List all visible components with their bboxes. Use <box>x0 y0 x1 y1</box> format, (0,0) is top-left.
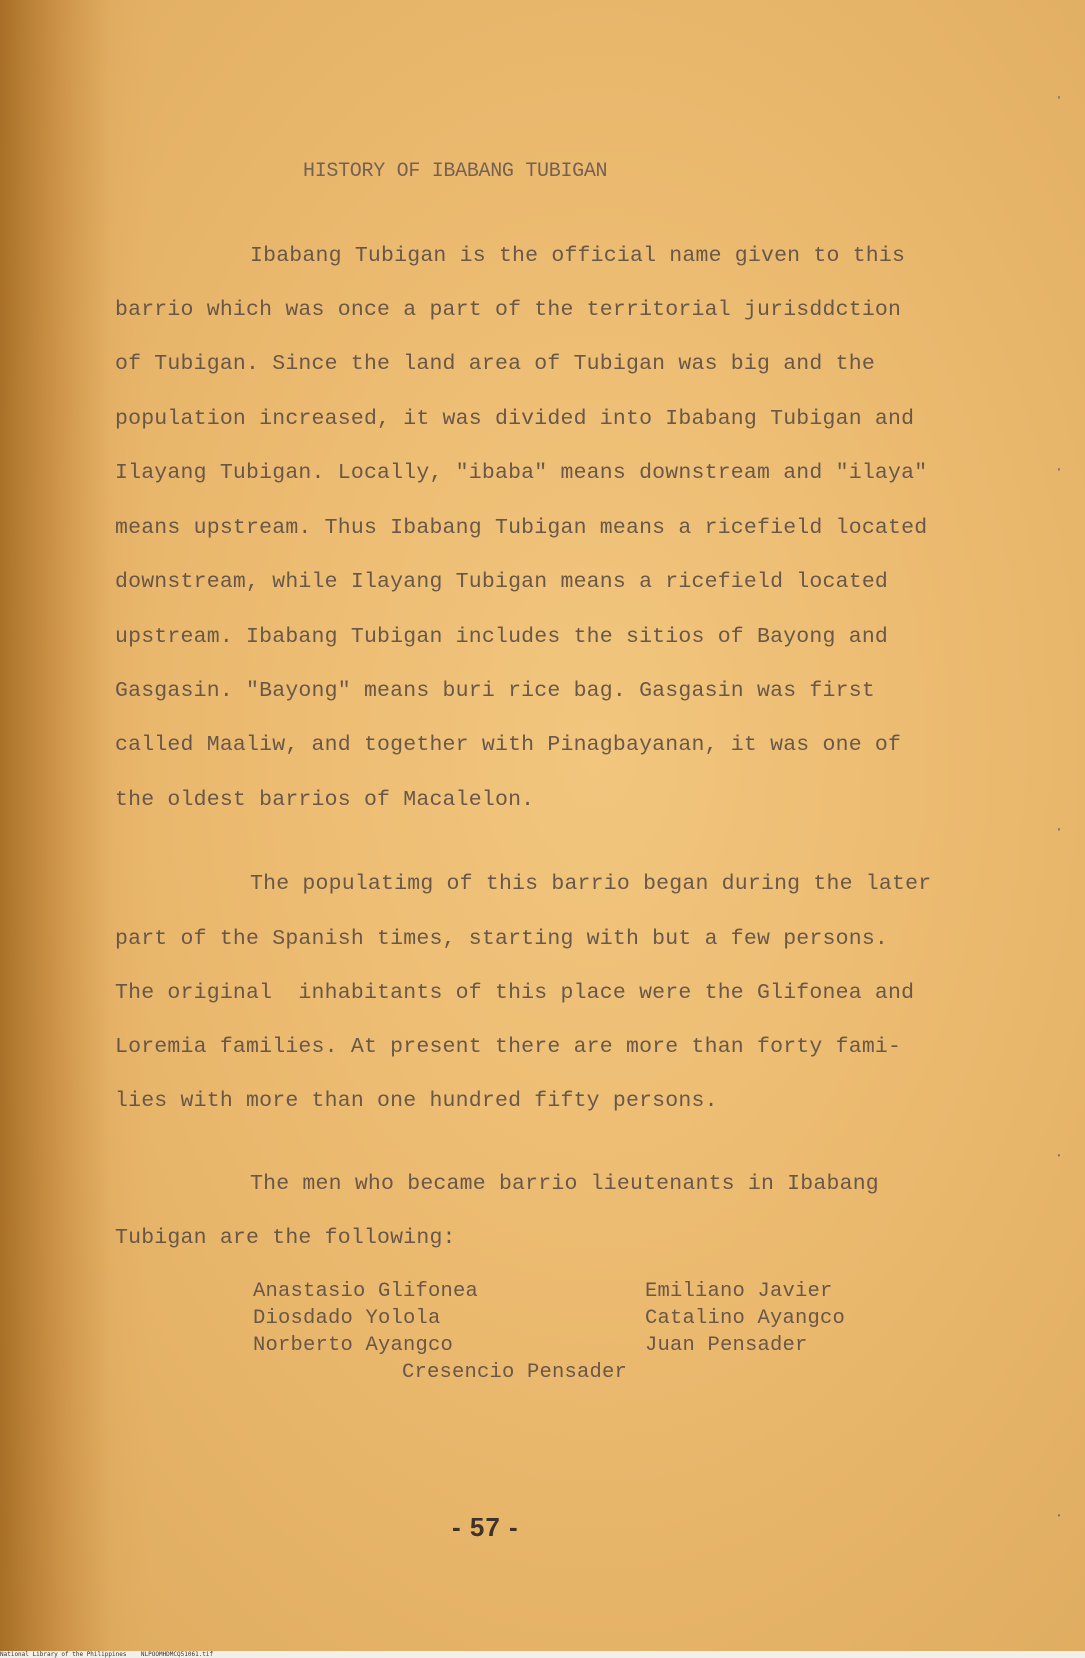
paragraph-1-line-10: called Maaliw, and together with Pinagbayanan, it was one of <box>115 733 902 757</box>
paragraph-1-line-11: the oldest barrios of Macalelon. <box>115 788 535 812</box>
paragraph-1-line-5: Ilayang Tubigan. Locally, "ibaba" means downstream and "ilaya" <box>115 461 928 485</box>
binding-mark-icon: ⋅ <box>1054 1148 1064 1166</box>
lieutenant-name: Catalino Ayangco <box>645 1307 846 1330</box>
paragraph-2-line-4: Loremia families. At present there are more than forty fami- <box>115 1035 902 1059</box>
paragraph-2-line-1: The populatimg of this barrio began during the later <box>250 872 932 896</box>
binding-mark-icon: ⋅ <box>1054 1508 1064 1526</box>
footer-file-id: NLPOOMHDMCQ51061.tif <box>140 1651 214 1658</box>
paragraph-1-line-7: downstream, while Ilayang Tubigan means a ricefield located <box>115 570 889 594</box>
footer-source: National Library of the Philippines <box>0 1651 127 1658</box>
paragraph-1-line-6: means upstream. Thus Ibabang Tubigan means a ricefield located <box>115 516 928 540</box>
paragraph-3-line-1: The men who became barrio lieutenants in Ibabang <box>250 1172 879 1196</box>
binding-mark-icon: ⋅ <box>1054 462 1064 480</box>
lieutenant-name: Cresencio Pensader <box>402 1361 628 1384</box>
lieutenant-name: Anastasio Glifonea <box>253 1280 479 1303</box>
lieutenant-name: Emiliano Javier <box>645 1280 833 1303</box>
binding-mark-icon: ⋅ <box>1054 822 1064 840</box>
paragraph-1-line-1: Ibabang Tubigan is the official name given to this <box>250 244 906 268</box>
paragraph-2-line-3: The original inhabitants of this place were the Glifonea and <box>115 981 915 1005</box>
paragraph-3-line-2: Tubigan are the following: <box>115 1226 456 1250</box>
paragraph-1-line-9: Gasgasin. "Bayong" means buri rice bag. Gasgasin was first <box>115 679 875 703</box>
lieutenant-name: Diosdado Yolola <box>253 1307 441 1330</box>
lieutenant-name: Juan Pensader <box>645 1334 808 1357</box>
page-title: HISTORY OF IBABANG TUBIGAN <box>303 160 608 183</box>
paragraph-1-line-8: upstream. Ibabang Tubigan includes the sitios of Bayong and <box>115 625 889 649</box>
paragraph-2-line-2: part of the Spanish times, starting with but a few persons. <box>115 927 889 951</box>
binding-mark-icon: ⋅ <box>1054 90 1064 108</box>
page-number: - 57 - <box>452 1512 519 1542</box>
footer-strip <box>0 1651 1085 1658</box>
lieutenant-name: Norberto Ayangco <box>253 1334 454 1357</box>
paragraph-1-line-2: barrio which was once a part of the territorial jurisddction <box>115 298 902 322</box>
paragraph-2-line-5: lies with more than one hundred fifty persons. <box>115 1089 718 1113</box>
paragraph-1-line-3: of Tubigan. Since the land area of Tubigan was big and the <box>115 352 875 376</box>
paragraph-1-line-4: population increased, it was divided into Ibabang Tubigan and <box>115 407 915 431</box>
